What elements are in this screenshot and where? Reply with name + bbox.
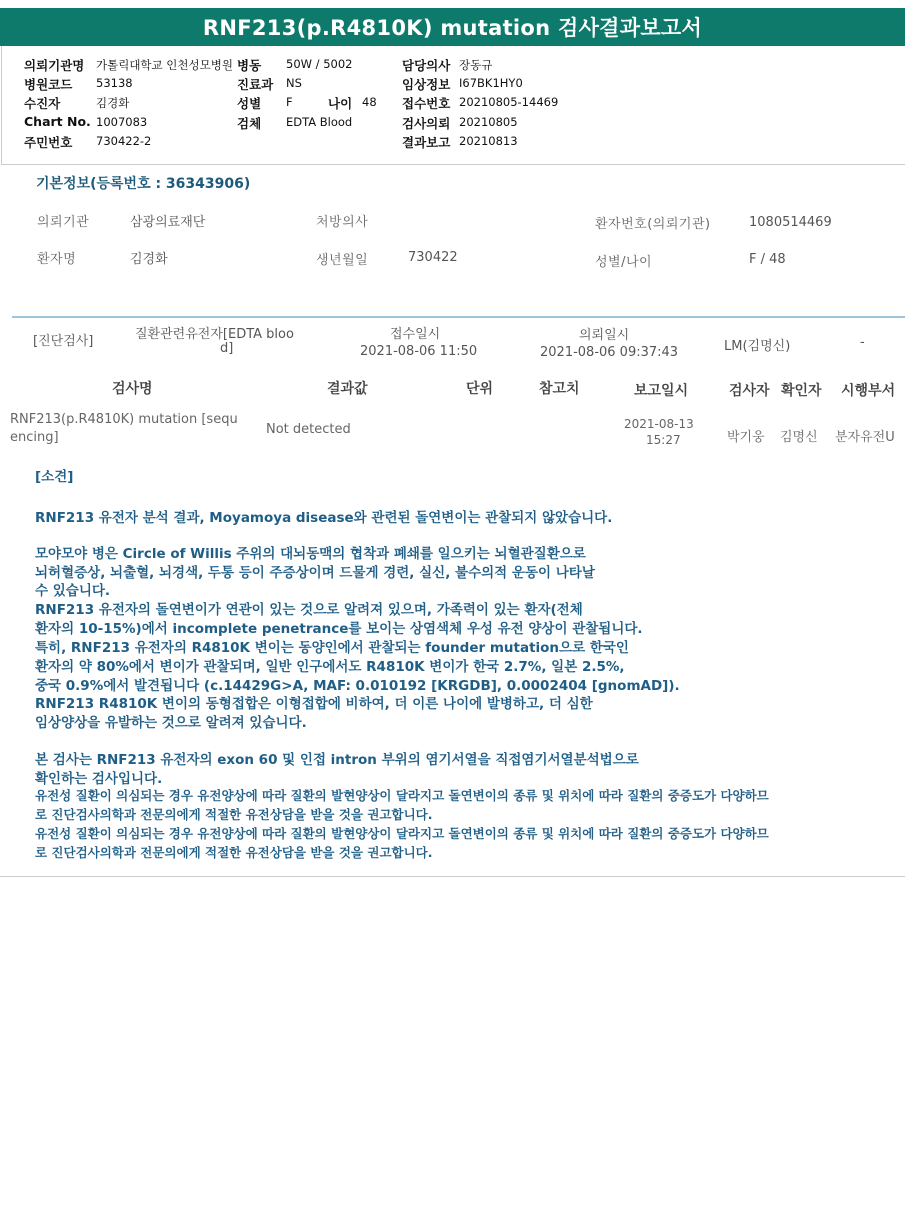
lab-manager: LM(김명신) bbox=[724, 339, 791, 354]
th-report-date: 보고일시 bbox=[634, 383, 689, 399]
report-title-bar bbox=[0, 8, 905, 46]
th-result: 결과값 bbox=[327, 381, 368, 397]
findings-line: RNF213 R4810K 변이의 동형접합은 이형접합에 비하여, 더 이른 나이에 발병하고, 더 심한 bbox=[35, 696, 593, 712]
row-examiner: 박기웅 bbox=[727, 430, 765, 445]
report-title: RNF213(p.R4810K) mutation 검사결과보고서 bbox=[202, 16, 703, 40]
requested-label: 의뢰일시 bbox=[579, 328, 630, 343]
header-label-chart-no: Chart No. bbox=[24, 114, 91, 129]
th-reference: 참고치 bbox=[539, 381, 580, 397]
header-info-box bbox=[1, 46, 905, 165]
header-label-accession-no: 접수번호 bbox=[402, 96, 451, 111]
basic-label-institution: 의뢰기관 bbox=[37, 215, 90, 230]
header-label-specimen: 검체 bbox=[237, 116, 262, 131]
findings-line: 로 진단검사의학과 전문의에게 적절한 유전상담을 받을 것을 권고합니다. bbox=[35, 845, 433, 860]
th-examiner: 검사자 bbox=[729, 383, 770, 399]
findings-line: 특히, RNF213 유전자의 R4810K 변이는 동양인에서 관찰되는 founder mutation으로 한국인 bbox=[35, 640, 629, 656]
requested-value: 2021-08-06 09:37:43 bbox=[540, 345, 679, 360]
header-label-age: 나이 bbox=[328, 96, 353, 111]
received-label: 접수일시 bbox=[390, 327, 441, 342]
findings-line: 유전성 질환이 의심되는 경우 유전양상에 따라 질환의 발현양상이 달라지고 돌연변이의 종류 및 위치에 따라 질환의 중증도가 다양하므 bbox=[35, 788, 769, 803]
header-value-request-date: 20210805 bbox=[459, 115, 518, 129]
row-date-line1: 2021-08-13 bbox=[624, 417, 694, 431]
th-test-name: 검사명 bbox=[112, 381, 153, 397]
section-divider bbox=[12, 316, 905, 318]
findings-line: 모야모야 병은 Circle of Willis 주위의 대뇌동맥의 협착과 폐쇄를 일으키는 뇌혈관질환으로 bbox=[35, 546, 586, 562]
basic-label-sex-age: 성별/나이 bbox=[595, 255, 653, 270]
basic-label-name: 환자명 bbox=[37, 252, 77, 267]
header-label-doctor: 담당의사 bbox=[402, 58, 451, 73]
header-value-specimen: EDTA Blood bbox=[286, 115, 353, 129]
th-unit: 단위 bbox=[466, 381, 494, 397]
diagnostic-specimen-line1: 질환관련유전자[EDTA bloo bbox=[135, 327, 294, 342]
header-value-department: NS bbox=[286, 76, 302, 90]
findings-line: 임상양상을 유발하는 것으로 알려져 있습니다. bbox=[35, 715, 307, 731]
row-test-name-line2: encing] bbox=[10, 430, 59, 445]
header-value-chart-no: 1007083 bbox=[96, 115, 148, 129]
basic-value-institution: 삼광의료재단 bbox=[130, 215, 206, 230]
findings-line: 중국 0.9%에서 발견됩니다 (c.14429G>A, MAF: 0.010192 [KRGDB], 0.0002404 [gnomAD]). bbox=[35, 678, 680, 694]
header-value-doctor: 장동규 bbox=[459, 58, 493, 72]
findings-line: 수 있습니다. bbox=[35, 583, 111, 599]
header-value-patient: 김경화 bbox=[96, 96, 130, 110]
basic-label-birth: 생년월일 bbox=[316, 253, 369, 268]
findings-line: 환자의 약 80%에서 변이가 관찰되며, 일반 인구에서도 R4810K 변이가 한국 2.7%, 일본 2.5%, bbox=[35, 659, 625, 675]
row-result: Not detected bbox=[266, 422, 351, 437]
bottom-divider bbox=[0, 876, 905, 877]
findings-line: 본 검사는 RNF213 유전자의 exon 60 및 인접 intron 부위의 염기서열을 직접염기서열분석법으로 bbox=[35, 752, 639, 768]
basic-value-patient-no: 1080514469 bbox=[749, 215, 832, 230]
row-confirmer: 김명신 bbox=[780, 430, 818, 445]
basic-value-birth: 730422 bbox=[408, 250, 458, 265]
header-value-resident-no: 730422-2 bbox=[96, 134, 152, 148]
th-confirmer: 확인자 bbox=[781, 383, 822, 399]
header-label-report-date: 결과보고 bbox=[402, 135, 451, 150]
diagnostic-category: [진단검사] bbox=[33, 334, 94, 349]
basic-label-doctor: 처방의사 bbox=[316, 215, 369, 230]
header-label-clinical-info: 임상정보 bbox=[402, 77, 451, 92]
header-label-patient: 수진자 bbox=[24, 96, 61, 111]
findings-line: 로 진단검사의학과 전문의에게 적절한 유전상담을 받을 것을 권고합니다. bbox=[35, 807, 433, 822]
header-label-department: 진료과 bbox=[237, 77, 274, 92]
header-value-accession-no: 20210805-14469 bbox=[459, 95, 559, 109]
findings-title: [소견] bbox=[35, 469, 74, 485]
th-department: 시행부서 bbox=[841, 383, 896, 399]
row-test-name-line1: RNF213(p.R4810K) mutation [sequ bbox=[10, 412, 238, 427]
header-label-request-date: 검사의뢰 bbox=[402, 116, 451, 131]
header-label-resident-no: 주민번호 bbox=[24, 135, 73, 150]
header-label-institution: 의뢰기관명 bbox=[24, 58, 85, 73]
header-value-report-date: 20210813 bbox=[459, 134, 518, 148]
header-value-hospital-code: 53138 bbox=[96, 76, 133, 90]
header-label-hospital-code: 병원코드 bbox=[24, 77, 73, 92]
diagnostic-specimen-line2: d] bbox=[220, 341, 234, 356]
diagnostic-dash: - bbox=[860, 335, 865, 350]
basic-label-patient-no: 환자번호(의뢰기관) bbox=[595, 217, 711, 232]
basic-value-name: 김경화 bbox=[130, 252, 168, 267]
row-department: 분자유전U bbox=[835, 430, 895, 445]
findings-line: 뇌허혈증상, 뇌출혈, 뇌경색, 두통 등이 주증상이며 드물게 경련, 실신, 불수의적 운동이 나타날 bbox=[35, 565, 595, 581]
findings-line: 확인하는 검사입니다. bbox=[35, 771, 163, 787]
row-date-line2: 15:27 bbox=[646, 433, 681, 447]
header-value-institution: 가톨릭대학교 인천성모병원 bbox=[96, 58, 233, 72]
basic-info-title: 기본정보(등록번호 : 36343906) bbox=[36, 176, 251, 192]
findings-line: RNF213 유전자의 돌연변이가 연관이 있는 것으로 알려져 있으며, 가족력이 있는 환자(전체 bbox=[35, 602, 583, 618]
header-value-age: 48 bbox=[362, 95, 377, 109]
findings-line: 유전성 질환이 의심되는 경우 유전양상에 따라 질환의 발현양상이 달라지고 돌연변이의 종류 및 위치에 따라 질환의 중증도가 다양하므 bbox=[35, 826, 769, 841]
basic-value-sex-age: F / 48 bbox=[749, 252, 786, 267]
header-value-ward: 50W / 5002 bbox=[286, 57, 353, 71]
findings-line: 환자의 10-15%)에서 incomplete penetrance를 보이는 상염색체 우성 유전 양상이 관찰됩니다. bbox=[35, 621, 643, 637]
header-value-clinical-info: I67BK1HY0 bbox=[459, 76, 523, 90]
findings-line: RNF213 유전자 분석 결과, Moyamoya disease와 관련된 돌연변이는 관찰되지 않았습니다. bbox=[35, 510, 613, 526]
header-label-sex: 성별 bbox=[237, 96, 262, 111]
received-value: 2021-08-06 11:50 bbox=[360, 344, 478, 359]
header-label-ward: 병동 bbox=[237, 58, 262, 73]
header-value-sex: F bbox=[286, 95, 293, 109]
